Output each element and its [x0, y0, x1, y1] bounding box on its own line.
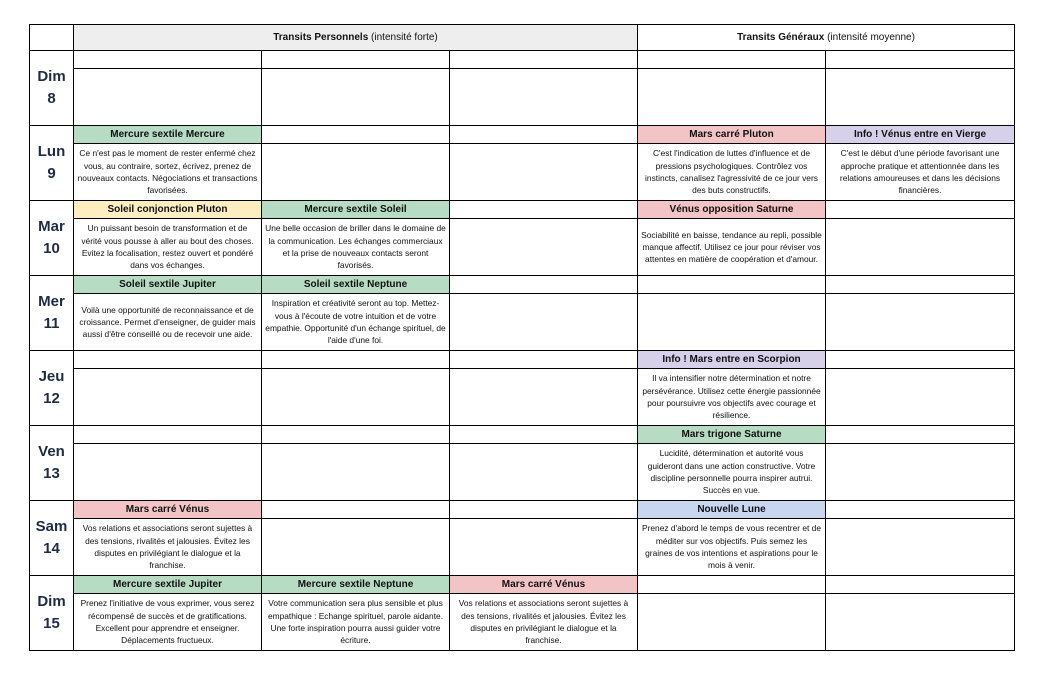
day-title-row [30, 351, 1015, 369]
transit-title [262, 51, 450, 69]
header-row [30, 25, 1015, 51]
day-description-row [30, 444, 1015, 501]
transit-description [826, 69, 1015, 126]
transit-description: Un puissant besoin de transformation et de vérité vous pousse à aller au bout des choses. Evitez la focalisation, restez ouvert et pondéré dans vos échanges. [74, 219, 262, 276]
day-description-row [30, 294, 1015, 351]
transit-title: Mercure sextile Jupiter [74, 576, 262, 594]
transit-title: Mercure sextile Mercure [74, 126, 262, 144]
transit-description [826, 369, 1015, 426]
transit-title: Vénus opposition Saturne [638, 201, 826, 219]
day-label [30, 51, 74, 126]
transit-description [450, 444, 638, 501]
transit-title [450, 351, 638, 369]
transit-title: Info ! Vénus entre en Vierge [826, 126, 1015, 144]
transit-title: Info ! Mars entre en Scorpion [638, 351, 826, 369]
transit-title [450, 426, 638, 444]
day-title-row [30, 426, 1015, 444]
day-title-row [30, 501, 1015, 519]
day-label [30, 126, 74, 201]
transit-description [826, 444, 1015, 501]
day-description-row [30, 594, 1015, 651]
day-number: 8 [47, 90, 56, 107]
day-name: Dim [37, 593, 66, 610]
day-label [30, 576, 74, 651]
transit-title: Mars carré Vénus [74, 501, 262, 519]
transit-description [74, 369, 262, 426]
general-transits-title: Transits Généraux [737, 32, 825, 43]
transit-title [450, 276, 638, 294]
day-name: Mar [38, 218, 65, 235]
transit-title: Mercure sextile Soleil [262, 201, 450, 219]
transit-title: Mars trigone Saturne [638, 426, 826, 444]
transit-description [826, 294, 1015, 351]
day-description-row [30, 144, 1015, 201]
transits-table [29, 24, 1015, 651]
transit-description [450, 294, 638, 351]
day-title-row [30, 126, 1015, 144]
day-label [30, 351, 74, 426]
day-label [30, 276, 74, 351]
transit-title [826, 426, 1015, 444]
day-number: 11 [43, 315, 60, 332]
personal-transits-title: Transits Personnels [273, 32, 369, 43]
day-name: Lun [37, 143, 66, 160]
day-title-row [30, 201, 1015, 219]
transit-description [826, 219, 1015, 276]
transit-description [450, 69, 638, 126]
day-number: 9 [47, 165, 56, 182]
day-name: Sam [35, 518, 68, 535]
day-title-row [30, 276, 1015, 294]
transits-calendar [29, 24, 1015, 651]
transit-description: Votre communication sera plus sensible et plus empathique : Echange spirituel, parole aidante. Une forte inspiration pourra aussi guider votre écriture. [262, 594, 450, 651]
transit-description: Voilà une opportunité de reconnaissance et de croissance. Permet d'enseigner, de guider mais aussi d'être conseillé ou de recevoir une aide. [74, 294, 262, 351]
transit-title [450, 501, 638, 519]
transit-description: C'est l'indication de luttes d'influence et de pressions psychologiques. Contrôlez vos instincts, canalisez l'agressivité de ce jour vers des buts constructifs. [638, 144, 826, 201]
day-label [30, 426, 74, 501]
day-label [30, 201, 74, 276]
transit-description [262, 144, 450, 201]
transit-title [826, 501, 1015, 519]
transit-title [638, 51, 826, 69]
transit-title: Soleil conjonction Pluton [74, 201, 262, 219]
day-number: 12 [43, 390, 60, 407]
transit-title [826, 51, 1015, 69]
corner-cell [30, 25, 74, 51]
transit-description: Sociabilité en baisse, tendance au repli, possible manque affectif. Utilisez ce jour pour réviser vos attentes en matière de coopération et d'amour. [638, 219, 826, 276]
transit-description: Lucidité, détermination et autorité vous guideront dans une action constructive. Votre discipline personnelle pourra inspirer autrui. Succès en vue. [638, 444, 826, 501]
day-description-row [30, 219, 1015, 276]
transit-title [638, 576, 826, 594]
transit-description [262, 369, 450, 426]
transit-title [826, 351, 1015, 369]
transit-title [74, 351, 262, 369]
transit-description: Prenez d'abord le temps de vous recentrer et de méditer sur vos objectifs. Puis semez les graines de vos intentions et aspirations pour le mois à venir. [638, 519, 826, 576]
day-title-row [30, 576, 1015, 594]
general-transits-header [638, 25, 1015, 51]
transit-title [262, 426, 450, 444]
transit-description: C'est le début d'une période favorisant une approche pratique et attentionnée dans les relations amoureuses et dans les décisions financières. [826, 144, 1015, 201]
day-number: 15 [43, 615, 60, 632]
day-number: 14 [43, 540, 60, 557]
transit-description [262, 519, 450, 576]
personal-transits-header [74, 25, 638, 51]
transit-description [450, 519, 638, 576]
day-title-row [30, 51, 1015, 69]
transit-description [638, 69, 826, 126]
day-name: Mer [38, 293, 65, 310]
transit-description [262, 69, 450, 126]
transit-title [826, 201, 1015, 219]
transit-title: Mercure sextile Neptune [262, 576, 450, 594]
day-number: 13 [43, 465, 60, 482]
personal-transits-intensity: (intensité forte) [368, 32, 438, 43]
day-description-row [30, 369, 1015, 426]
transit-title [826, 576, 1015, 594]
transit-title [450, 126, 638, 144]
day-name: Ven [38, 443, 65, 460]
transit-title: Mars carré Vénus [450, 576, 638, 594]
transit-description [450, 219, 638, 276]
transit-description: Vos relations et associations seront sujettes à des tensions, rivalités et jalousies. Évitez les disputes en privilégiant le dialogue et la franchise. [450, 594, 638, 651]
transit-title [826, 276, 1015, 294]
transit-description: Ce n'est pas le moment de rester enfermé chez vous, au contraire, sortez, écrivez, prenez de nouveaux contacts. Négociations et transactions favorisées. [74, 144, 262, 201]
transit-description [74, 69, 262, 126]
transit-description [450, 144, 638, 201]
transit-title [262, 126, 450, 144]
day-description-row [30, 519, 1015, 576]
transit-description: Inspiration et créativité seront au top. Mettez-vous à l'écoute de votre intuition et de votre empathie. Opportunité d'un échange spirituel, de l'aide d'une foi. [262, 294, 450, 351]
day-label [30, 501, 74, 576]
transit-title: Soleil sextile Neptune [262, 276, 450, 294]
transit-title [74, 51, 262, 69]
transit-title [262, 351, 450, 369]
transit-description [638, 294, 826, 351]
transit-description: Prenez l'initiative de vous exprimer, vous serez récompensé de succès et de gratifications. Excellent pour apprendre et enseigner. Déplacements fructueux. [74, 594, 262, 651]
transit-title [638, 276, 826, 294]
transit-description: Il va intensifier notre détermination et notre persévérance. Utilisez cette énergie passionnée pour poursuivre vos objectifs avec courage et résilience. [638, 369, 826, 426]
transit-description [826, 594, 1015, 651]
day-number: 10 [43, 240, 60, 257]
transit-title [450, 51, 638, 69]
transit-title [262, 501, 450, 519]
transit-description: Vos relations et associations seront sujettes à des tensions, rivalités et jalousies. Évitez les disputes en privilégiant le dialogue et la franchise. [74, 519, 262, 576]
transit-description [450, 369, 638, 426]
transit-title: Mars carré Pluton [638, 126, 826, 144]
transit-title [74, 426, 262, 444]
general-transits-intensity: (intensité moyenne) [824, 32, 915, 43]
transit-description [826, 519, 1015, 576]
transit-description [74, 444, 262, 501]
transit-title [450, 201, 638, 219]
transit-title: Soleil sextile Jupiter [74, 276, 262, 294]
day-name: Jeu [38, 368, 65, 385]
day-name: Dim [37, 68, 66, 85]
transit-description [262, 444, 450, 501]
transit-description: Une belle occasion de briller dans le domaine de la communication. Les échanges commerciaux et la prise de nouveaux contacts seront favorisés. [262, 219, 450, 276]
day-description-row [30, 69, 1015, 126]
transit-description [638, 594, 826, 651]
transit-title: Nouvelle Lune [638, 501, 826, 519]
